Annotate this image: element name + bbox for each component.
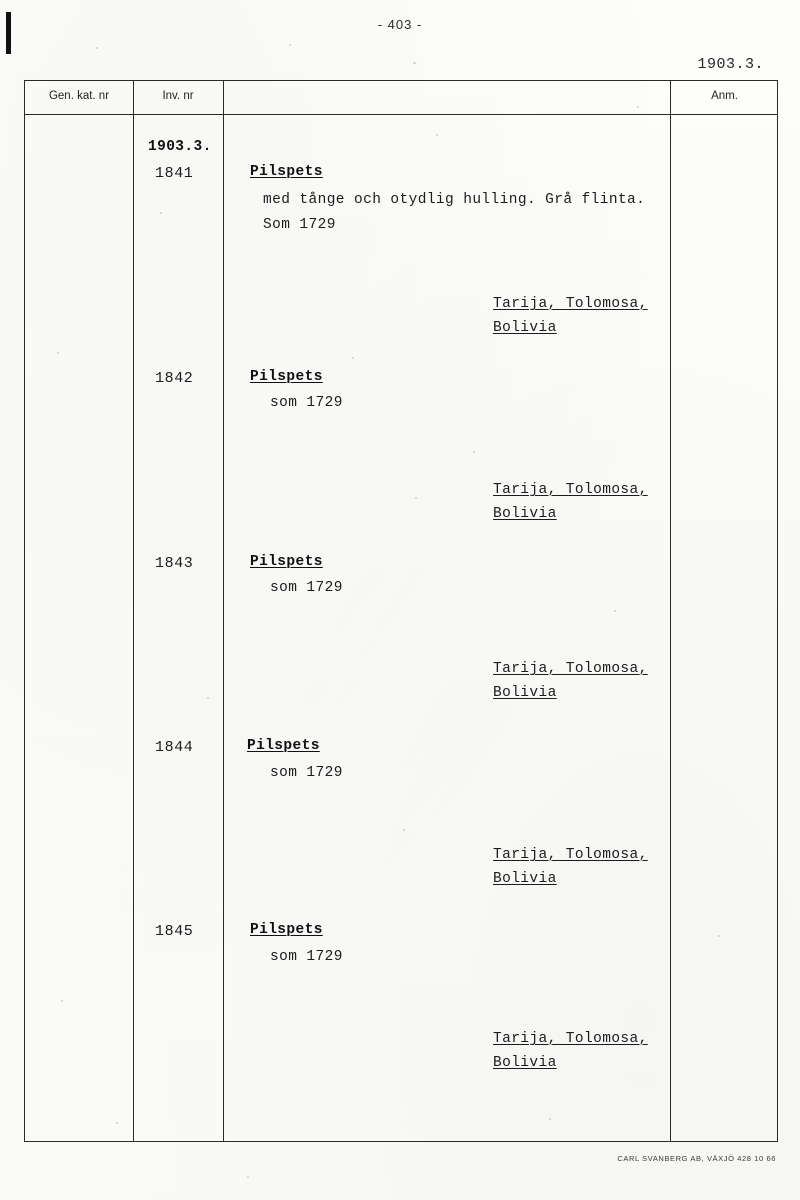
table-row-provenance-line: Bolivia [493, 871, 557, 887]
table-row-provenance-line: Tarija, Tolomosa, [493, 847, 648, 863]
scan-speck [247, 1176, 249, 1178]
scan-speck [436, 134, 438, 136]
scan-speck [61, 1000, 63, 1002]
catalog-reference: 1903.3. [697, 56, 764, 73]
table-row-description-line: som 1729 [270, 580, 343, 596]
scan-speck [614, 610, 616, 612]
table-row-provenance-line: Bolivia [493, 685, 557, 701]
catalog-table [24, 80, 778, 1142]
table-row-description-line: som 1729 [270, 395, 343, 411]
table-row-title: Pilspets [250, 922, 323, 938]
page-number: - 403 - [377, 17, 423, 32]
scan-speck [57, 352, 59, 354]
table-row-inv-nr: 1845 [155, 923, 194, 940]
table-row-inv-nr: 1843 [155, 555, 194, 572]
table-row-description-line: som 1729 [270, 765, 343, 781]
column-header-inv-nr: Inv. nr [162, 90, 194, 102]
scan-speck [413, 62, 416, 64]
table-row-description-line: med tånge och otydlig hulling. Grå flinta. [263, 192, 646, 208]
group-heading: 1903.3. [148, 139, 212, 155]
scan-speck [352, 357, 354, 359]
table-row-provenance-line: Tarija, Tolomosa, [493, 482, 648, 498]
scan-speck [289, 44, 291, 46]
scan-speck [637, 106, 639, 108]
scan-speck [96, 47, 98, 49]
table-row-provenance-line: Tarija, Tolomosa, [493, 1031, 648, 1047]
scan-speck [549, 1118, 551, 1120]
printer-imprint: CARL SVANBERG AB, VÄXJÖ 428 10 66 [617, 1154, 776, 1163]
table-row-title: Pilspets [247, 738, 320, 754]
scan-speck [718, 935, 720, 937]
table-body [25, 115, 777, 1141]
table-row-inv-nr: 1842 [155, 370, 194, 387]
table-row-title: Pilspets [250, 164, 323, 180]
table-row-provenance-line: Bolivia [493, 506, 557, 522]
table-row-provenance-line: Bolivia [493, 320, 557, 336]
table-row-provenance-line: Tarija, Tolomosa, [493, 296, 648, 312]
table-row-description-line: som 1729 [270, 949, 343, 965]
table-row-description-line: Som 1729 [263, 217, 336, 233]
scan-speck [116, 1122, 118, 1124]
table-row-inv-nr: 1841 [155, 165, 194, 182]
column-header-gen-kat-nr: Gen. kat. nr [48, 90, 110, 102]
scan-speck [403, 829, 405, 831]
table-row-title: Pilspets [250, 369, 323, 385]
column-header-anm: Anm. [711, 90, 738, 102]
scan-speck [415, 497, 417, 499]
table-row-title: Pilspets [250, 554, 323, 570]
scan-speck [160, 212, 162, 214]
table-row-inv-nr: 1844 [155, 739, 194, 756]
scan-speck [473, 451, 475, 453]
table-row-provenance-line: Tarija, Tolomosa, [493, 661, 648, 677]
scan-speck [207, 697, 209, 699]
table-row-provenance-line: Bolivia [493, 1055, 557, 1071]
